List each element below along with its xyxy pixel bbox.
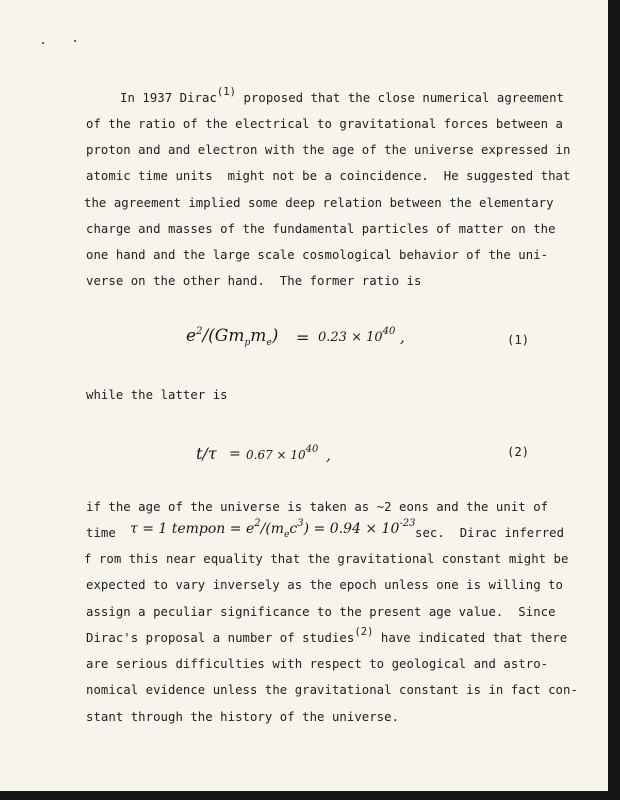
footnote-ref-2: (2): [354, 626, 374, 638]
para2-line-8: nomical evidence unless the gravitational constant is in fact con-: [86, 683, 578, 697]
para1-line-4: atomic time units might not be a coincidence. He suggested that: [86, 169, 571, 183]
para1-line-5: the agreement implied some deep relation between the elementary: [84, 196, 554, 210]
para1-line-6: charge and masses of the fundamental particles of matter on the: [86, 222, 556, 236]
para2-line-6-a: Dirac's proposal a number of studies: [86, 631, 355, 645]
eq1-gm: /(Gm: [202, 326, 245, 346]
eq1-m: m: [250, 326, 267, 346]
equation-1-number: (1): [507, 333, 530, 347]
eq1-exp: 2: [196, 326, 203, 337]
tempon-c: c: [289, 521, 298, 537]
para1-line-8: verse on the other hand. The former ratio is: [86, 274, 422, 288]
para1-line-1-a: In 1937 Dirac: [120, 91, 217, 105]
eq1-sub-e: e: [266, 338, 272, 348]
scan-edge-bottom: [0, 791, 620, 800]
equation-2-equals: =: [229, 446, 241, 462]
para1-line-2: of the ratio of the electrical to gravitational forces between a: [86, 117, 564, 131]
tempon-sub-e: e: [284, 530, 290, 540]
tempon-d: ) = 0.94 × 10: [303, 521, 400, 537]
tempon-a: τ = 1 tempon = e: [130, 521, 255, 537]
equation-1-rhs: [318, 326, 396, 345]
eq1-e: e: [186, 326, 197, 346]
speck: [42, 42, 44, 44]
tempon-sup-neg23: -23: [399, 518, 416, 529]
footnote-ref-1: (1): [216, 86, 237, 98]
para2-line-3: f rom this near equality that the gravitational constant might be: [84, 552, 569, 566]
equation-2-lhs: t/τ: [196, 444, 217, 463]
tempon-sup-3: 3: [297, 518, 304, 529]
eq1-rhs-exp: 40: [382, 326, 396, 337]
para2-line-6: [86, 626, 568, 645]
scan-edge-right: [608, 0, 620, 800]
para2-line-6-b: have indicated that there: [373, 631, 568, 645]
equation-2-number: (2): [507, 445, 530, 459]
para1-line-3: proton and and electron with the age of the universe expressed in: [86, 143, 571, 157]
para2-line-2-time: time: [86, 526, 116, 540]
tempon-b: /(m: [260, 521, 285, 537]
equation-1-lhs: [186, 326, 278, 346]
equation-2-comma: ,: [326, 446, 331, 464]
para2-line-9: stant through the history of the universe.: [86, 710, 400, 724]
eq2-rhs-exp: 40: [305, 444, 319, 455]
para2-line-4: expected to vary inversely as the epoch unless one is willing to: [86, 578, 564, 592]
para1-line-7: one hand and the large scale cosmological behavior of the uni-: [86, 248, 549, 262]
para2-line-1: if the age of the universe is taken as ~2 eons and the unit of: [86, 500, 549, 514]
eq1-rhs-val: 0.23 × 10: [318, 330, 383, 345]
eq1-sub-p: p: [244, 338, 251, 348]
equation-1-equals: =: [296, 328, 310, 347]
speck: [74, 40, 76, 42]
tempon-definition: [130, 518, 416, 540]
eq2-rhs-val: 0.67 × 10: [246, 448, 306, 462]
para1-line-1: [120, 86, 564, 105]
while-the-latter-line: while the latter is: [86, 388, 228, 402]
tempon-sup-2: 2: [254, 518, 261, 529]
eq1-close: ): [271, 326, 279, 346]
para2-line-7: are serious difficulties with respect to geological and astro-: [86, 657, 549, 671]
para2-line-2-end: sec. Dirac inferred: [415, 526, 565, 540]
equation-1-comma: ,: [400, 328, 405, 346]
equation-2-rhs: [246, 444, 319, 462]
para2-line-5: assign a peculiar significance to the present age value. Since: [86, 605, 556, 619]
para1-line-1-b: proposed that the close numerical agreement: [236, 91, 564, 105]
